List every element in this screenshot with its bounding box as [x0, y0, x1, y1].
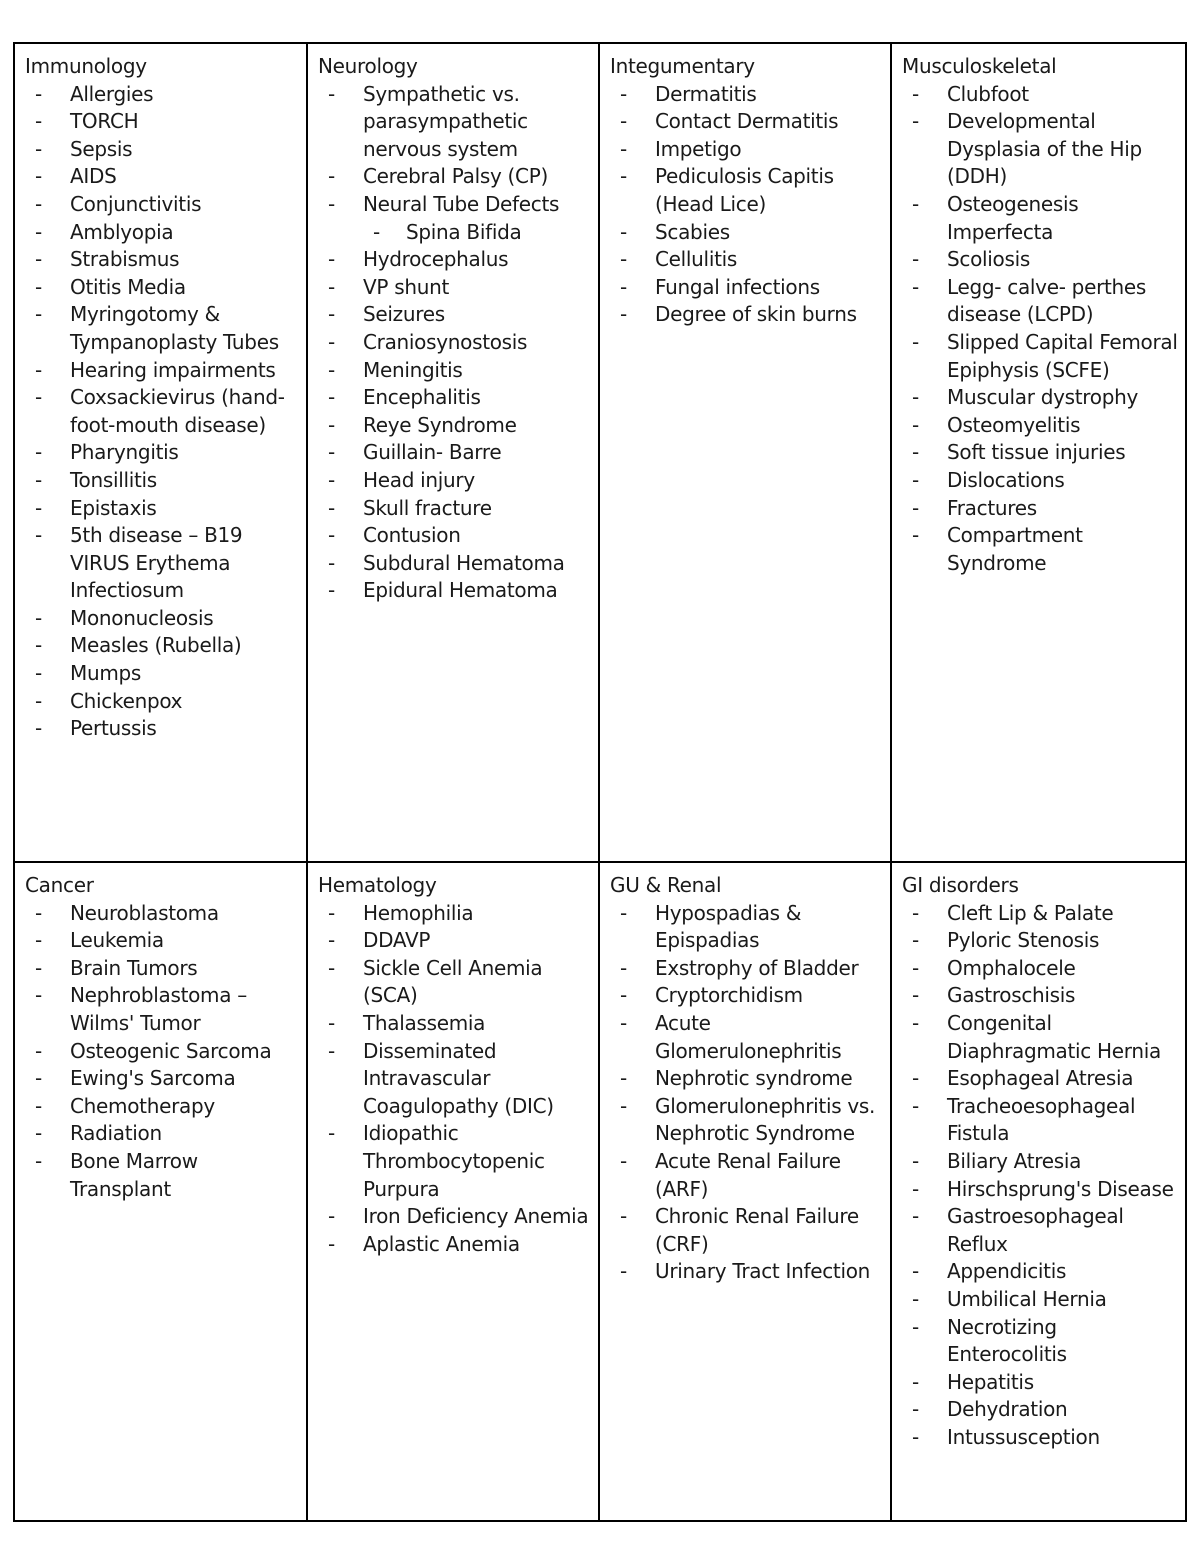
item-list [610, 900, 886, 1286]
list-item: - Dislocations [902, 467, 1181, 495]
item-list [610, 81, 886, 329]
list-item: - Fungal infections [610, 274, 886, 302]
list-item: - Brain Tumors [25, 955, 302, 983]
list-item: - Cerebral Palsy (CP) [318, 163, 594, 191]
list-item: - Acute Renal Failure (ARF) [610, 1148, 886, 1203]
list-item: - Encephalitis [318, 384, 594, 412]
list-item: - Tracheoesophageal Fistula [902, 1093, 1181, 1148]
list-item: - Contact Dermatitis [610, 108, 886, 136]
list-item: - Chemotherapy [25, 1093, 302, 1121]
list-item: - Guillain- Barre [318, 439, 594, 467]
cell-gu-renal [600, 863, 892, 1520]
list-item: - Urinary Tract Infection [610, 1258, 886, 1286]
list-item: - Omphalocele [902, 955, 1181, 983]
list-item: - Cellulitis [610, 246, 886, 274]
cell-title: GU & Renal [610, 873, 722, 897]
cell-cancer [15, 863, 308, 1520]
list-item: - Gastroschisis [902, 982, 1181, 1010]
list-item: - Congenital Diaphragmatic Hernia [902, 1010, 1181, 1065]
list-item: - Osteogenic Sarcoma [25, 1038, 302, 1066]
list-item: - Iron Deficiency Anemia [318, 1203, 594, 1231]
list-item: - Appendicitis [902, 1258, 1181, 1286]
list-item: - Impetigo [610, 136, 886, 164]
list-item: - Cleft Lip & Palate [902, 900, 1181, 928]
list-item: - Soft tissue injuries [902, 439, 1181, 467]
list-item: - Craniosynostosis [318, 329, 594, 357]
list-item: - Hepatitis [902, 1369, 1181, 1397]
list-item: - Pyloric Stenosis [902, 927, 1181, 955]
list-item: - Contusion [318, 522, 594, 550]
item-list [318, 900, 594, 1259]
list-item: - Leukemia [25, 927, 302, 955]
list-item: - Fractures [902, 495, 1181, 523]
item-list [902, 81, 1181, 578]
list-item: - Hirschsprung's Disease [902, 1176, 1181, 1204]
list-item: - Radiation [25, 1120, 302, 1148]
list-item: - Thalassemia [318, 1010, 594, 1038]
list-item: - TORCH [25, 108, 302, 136]
cell-gi-disorders [892, 863, 1185, 1520]
list-item: - VP shunt [318, 274, 594, 302]
list-item: - Osteogenesis Imperfecta [902, 191, 1181, 246]
list-item: - Head injury [318, 467, 594, 495]
list-item: - Legg- calve- perthes disease (LCPD) [902, 274, 1181, 329]
cell-title: Hematology [318, 873, 437, 897]
list-item: - Aplastic Anemia [318, 1231, 594, 1259]
list-item: - Acute Glomerulonephritis [610, 1010, 886, 1065]
list-item: - Degree of skin burns [610, 301, 886, 329]
list-item: - Neural Tube Defects [318, 191, 594, 219]
item-list [318, 81, 594, 605]
list-item: - Nephroblastoma – Wilms' Tumor [25, 982, 302, 1037]
cell-title: Musculoskeletal [902, 54, 1057, 78]
item-list [25, 900, 302, 1204]
cell-immunology [15, 44, 308, 863]
list-item: - Hydrocephalus [318, 246, 594, 274]
list-item: - Dermatitis [610, 81, 886, 109]
list-item: - AIDS [25, 163, 302, 191]
list-item: - 5th disease – B19 VIRUS Erythema Infectiosum [25, 522, 302, 605]
list-item: - Pertussis [25, 715, 302, 743]
cell-title: Integumentary [610, 54, 755, 78]
sub-list-item: - Spina Bifida [318, 219, 594, 247]
list-item: - Measles (Rubella) [25, 632, 302, 660]
list-item: - Osteomyelitis [902, 412, 1181, 440]
list-item: - Biliary Atresia [902, 1148, 1181, 1176]
cell-title: GI disorders [902, 873, 1019, 897]
list-item: - Muscular dystrophy [902, 384, 1181, 412]
list-item: - Compartment Syndrome [902, 522, 1181, 577]
list-item: - Exstrophy of Bladder [610, 955, 886, 983]
list-item: - Skull fracture [318, 495, 594, 523]
list-item: - Gastroesophageal Reflux [902, 1203, 1181, 1258]
list-item: - Ewing's Sarcoma [25, 1065, 302, 1093]
list-item: - DDAVP [318, 927, 594, 955]
list-item: - Allergies [25, 81, 302, 109]
list-item: - Scoliosis [902, 246, 1181, 274]
list-item: - Hemophilia [318, 900, 594, 928]
list-item: - Subdural Hematoma [318, 550, 594, 578]
list-item: - Pediculosis Capitis (Head Lice) [610, 163, 886, 218]
list-item: - Conjunctivitis [25, 191, 302, 219]
list-item: - Tonsillitis [25, 467, 302, 495]
list-item: - Umbilical Hernia [902, 1286, 1181, 1314]
list-item: - Nephrotic syndrome [610, 1065, 886, 1093]
cell-musculoskeletal [892, 44, 1185, 863]
list-item: - Hearing impairments [25, 357, 302, 385]
list-item: - Neuroblastoma [25, 900, 302, 928]
list-item: - Cryptorchidism [610, 982, 886, 1010]
list-item: - Amblyopia [25, 219, 302, 247]
list-item: - Slipped Capital Femoral Epiphysis (SCFE) [902, 329, 1181, 384]
cell-title: Immunology [25, 54, 147, 78]
list-item: - Necrotizing Enterocolitis [902, 1314, 1181, 1369]
list-item: - Hypospadias & Epispadias [610, 900, 886, 955]
list-item: - Scabies [610, 219, 886, 247]
list-item: - Developmental Dysplasia of the Hip (DDH) [902, 108, 1181, 191]
list-item: - Coxsackievirus (hand-foot-mouth disease) [25, 384, 302, 439]
list-item: - Sickle Cell Anemia (SCA) [318, 955, 594, 1010]
cell-neurology [308, 44, 600, 863]
list-item: - Sympathetic vs. parasympathetic nervous system [318, 81, 594, 164]
cell-title: Cancer [25, 873, 94, 897]
topics-table [13, 42, 1187, 1522]
list-item: - Idiopathic Thrombocytopenic Purpura [318, 1120, 594, 1203]
list-item: - Otitis Media [25, 274, 302, 302]
list-item: - Chickenpox [25, 688, 302, 716]
cell-hematology [308, 863, 600, 1520]
list-item: - Mononucleosis [25, 605, 302, 633]
list-item: - Disseminated Intravascular Coagulopathy (DIC) [318, 1038, 594, 1121]
list-item: - Bone Marrow Transplant [25, 1148, 302, 1203]
list-item: - Seizures [318, 301, 594, 329]
list-item: - Mumps [25, 660, 302, 688]
list-item: - Clubfoot [902, 81, 1181, 109]
list-item: - Strabismus [25, 246, 302, 274]
list-item: - Meningitis [318, 357, 594, 385]
item-list [902, 900, 1181, 1452]
list-item: - Intussusception [902, 1424, 1181, 1452]
list-item: - Chronic Renal Failure (CRF) [610, 1203, 886, 1258]
list-item: - Sepsis [25, 136, 302, 164]
item-list [25, 81, 302, 743]
list-item: - Epidural Hematoma [318, 577, 594, 605]
cell-integumentary [600, 44, 892, 863]
list-item: - Reye Syndrome [318, 412, 594, 440]
list-item: - Dehydration [902, 1396, 1181, 1424]
cell-title: Neurology [318, 54, 418, 78]
list-item: - Esophageal Atresia [902, 1065, 1181, 1093]
list-item: - Glomerulonephritis vs. Nephrotic Syndrome [610, 1093, 886, 1148]
list-item: - Pharyngitis [25, 439, 302, 467]
list-item: - Epistaxis [25, 495, 302, 523]
list-item: - Myringotomy & Tympanoplasty Tubes [25, 301, 302, 356]
